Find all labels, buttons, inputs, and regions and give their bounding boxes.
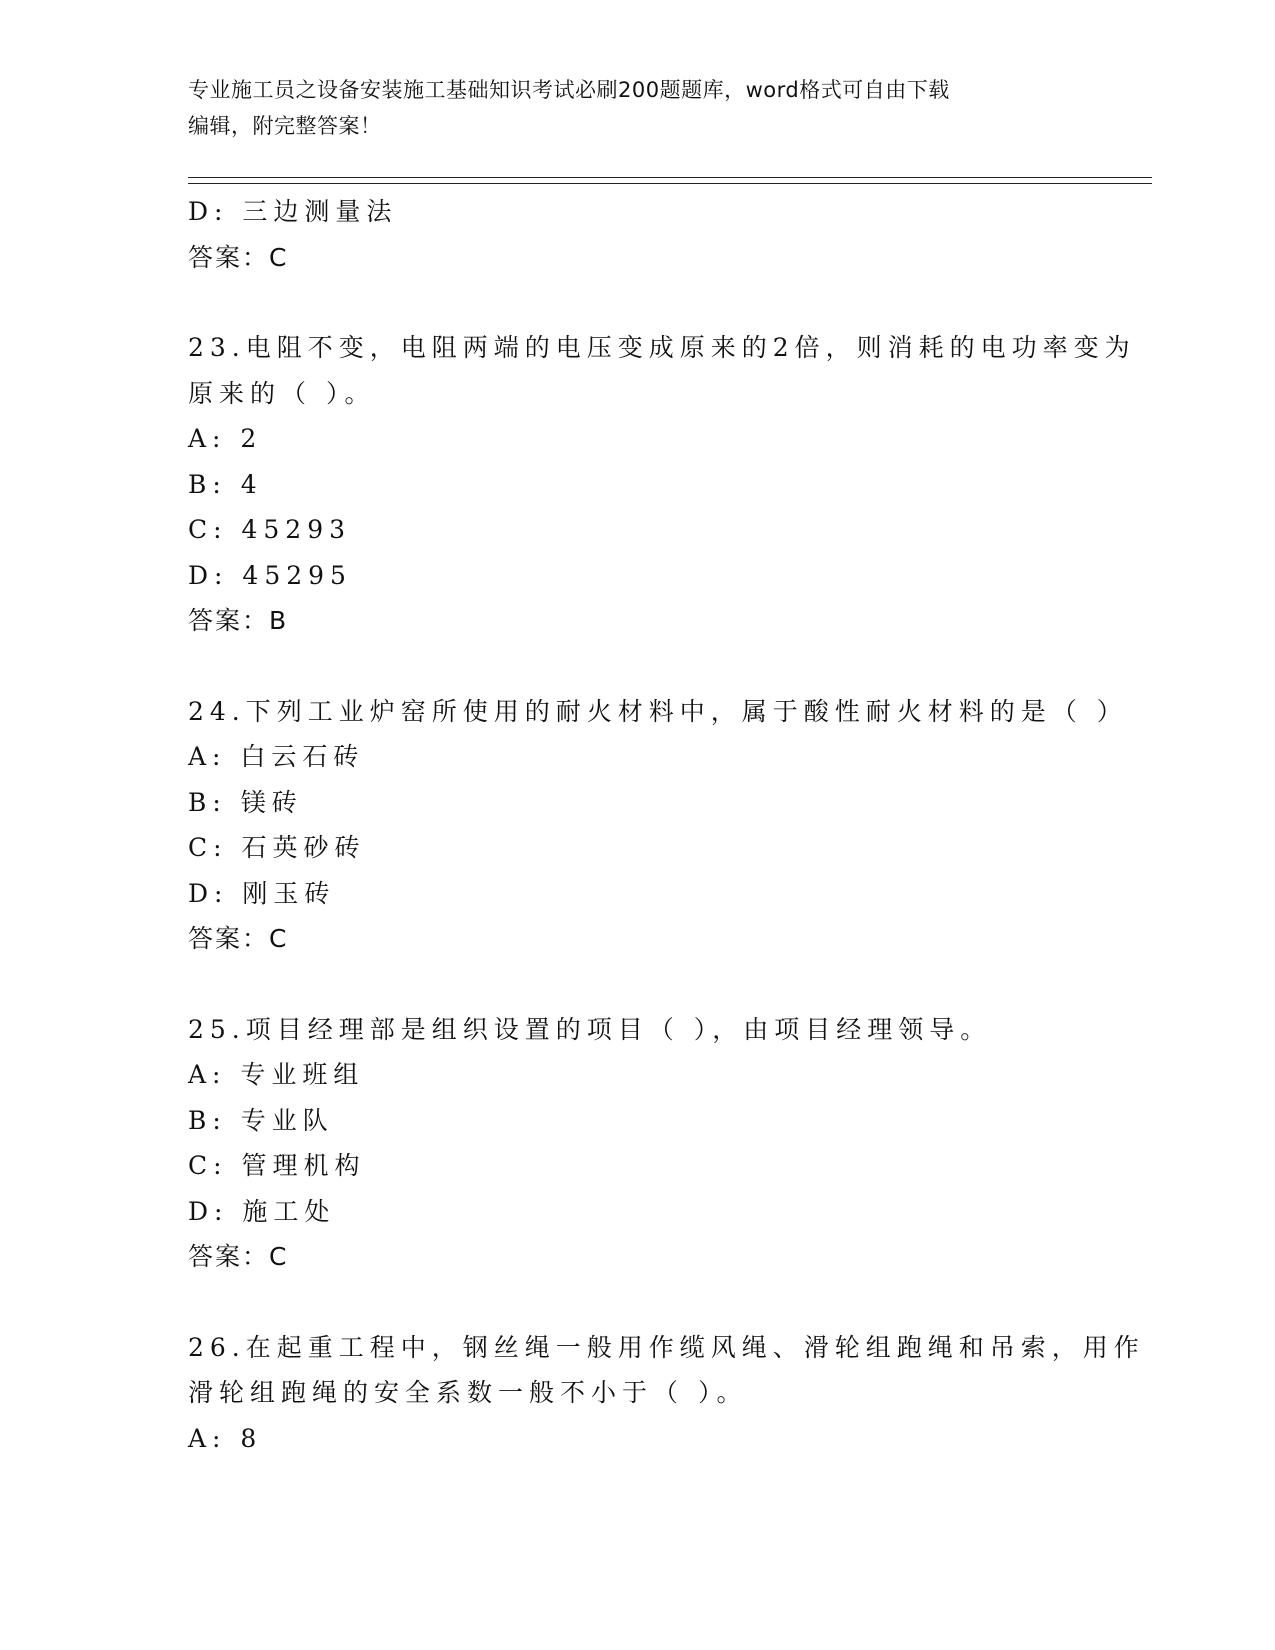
option-d: D: 三边测量法 (188, 197, 398, 226)
option-d: D: 45295 (188, 560, 352, 590)
answer-line: 答案：B (188, 606, 289, 635)
document-body (188, 189, 1145, 1461)
question-block (188, 689, 1128, 962)
header-title-line1: 专业施工员之设备安装施工基础知识考试必刷200题题库，word格式可自由下载 (188, 78, 950, 102)
option-d: D: 施工处 (188, 1196, 336, 1226)
header-divider-top (188, 177, 1152, 178)
option-a: A: 2 (188, 424, 263, 453)
option-b: B: 专业队 (188, 1105, 334, 1135)
answer-line: 答案：C (188, 242, 289, 272)
question-text: 23.电阻不变，电阻两端的电压变成原来的2倍，则消耗的电功率变为 (188, 333, 1136, 362)
option-a: A: 专业班组 (188, 1060, 365, 1089)
question-text: 25.项目经理部是组织设置的项目（ ），由项目经理领导。 (188, 1014, 992, 1044)
option-a: A: 白云石砖 (188, 742, 365, 771)
option-d: D: 刚玉砖 (188, 878, 336, 908)
question-block (188, 1325, 1145, 1462)
question-text-cont: 滑轮组跑绳的安全系数一般不小于（ ）。 (188, 1378, 748, 1407)
header-title-line2: 编辑，附完整答案！ (188, 114, 382, 138)
question-text-cont: 原来的（ ）。 (188, 378, 376, 408)
header-divider-bottom (188, 183, 1152, 184)
question-text: 24.下列工业炉窑所使用的耐火材料中，属于酸性耐火材料的是（ ） (188, 696, 1128, 726)
answer-line: 答案：C (188, 1242, 289, 1271)
document-header (188, 72, 1088, 144)
answer-line: 答案：C (188, 924, 289, 953)
option-a: A: 8 (188, 1423, 263, 1453)
question-block (188, 325, 1136, 644)
option-c: C: 管理机构 (188, 1151, 366, 1180)
option-c: C: 45293 (188, 515, 352, 544)
option-b: B: 4 (188, 469, 263, 499)
option-b: B: 镁砖 (188, 787, 303, 817)
option-c: C: 石英砂砖 (188, 833, 366, 862)
question-block (188, 1007, 1088, 1280)
question-text: 26.在起重工程中，钢丝绳一般用作缆风绳、滑轮组跑绳和吊索，用作 (188, 1332, 1145, 1362)
